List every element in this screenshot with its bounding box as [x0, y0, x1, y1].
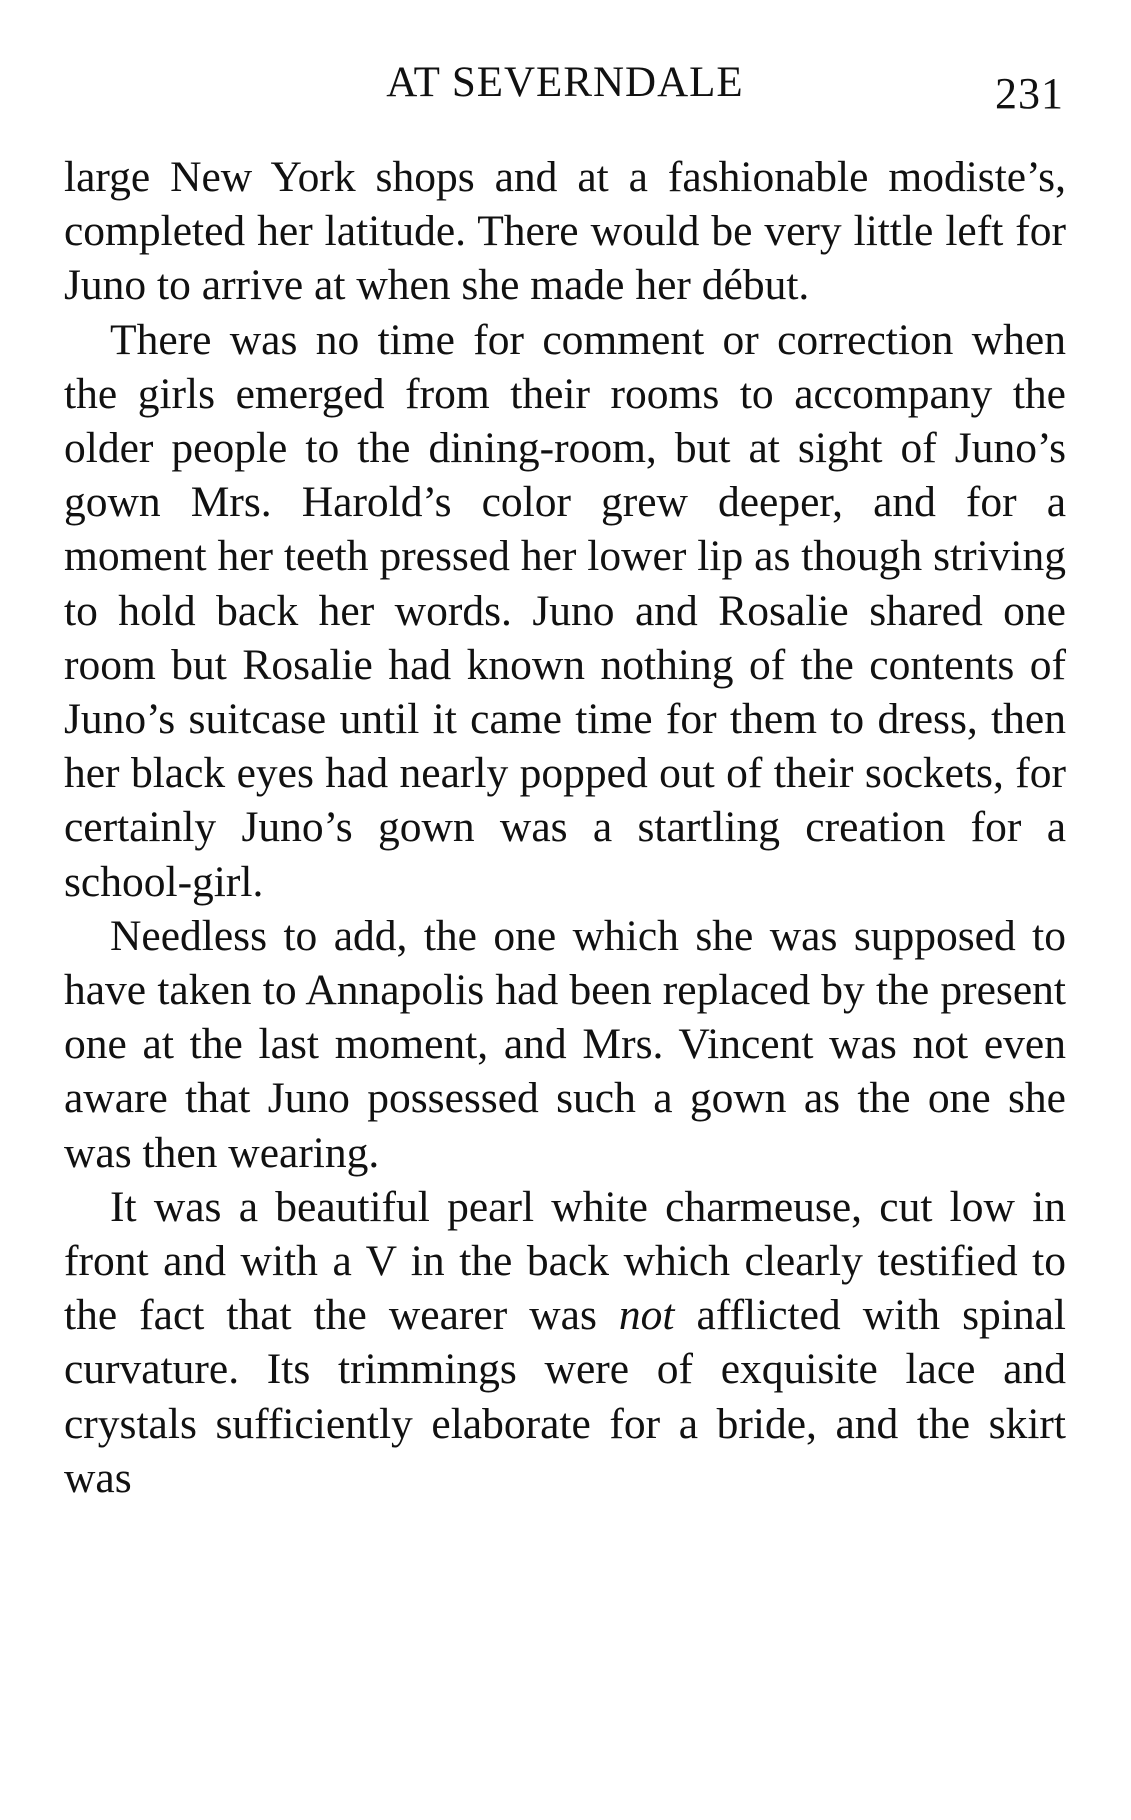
book-page	[64, 58, 1066, 1505]
paragraph-4-part-2: afflicted with spinal curvature. Its trimmings were of exquisite lace and crystals sufficiently elaborate for a bride, and the skirt was	[64, 1291, 1066, 1502]
page-number: 231	[995, 69, 1064, 118]
paragraph-3: Needless to add, the one which she was supposed to have taken to Annapolis had been replaced by the present one at the last moment, and Mrs. Vincent was not even aware that Juno possessed such a gown as the one she was then wearing.	[64, 911, 1066, 1177]
paragraph-4-part-1: It was a beautiful pearl white charmeuse, cut low in front and with a V in the back which clearly testified to the fact that the wearer was	[64, 1182, 1066, 1340]
body-text	[64, 150, 1066, 1505]
paragraph-1: large New York shops and at a fashionable modiste’s, completed her latitude. There would be very little left for Juno to arrive at when she made her début.	[64, 153, 1066, 310]
paragraph-2: There was no time for comment or correction when the girls emerged from their rooms to accompany the older people to the dining-room, but at sight of Juno’s gown Mrs. Harold’s color grew deeper, and for a moment her teeth pressed her lower lip as though striving to hold back her words. Juno and Rosalie shared one room but Rosalie had known nothing of the contents of Juno’s suitcase until it came time for them to dress, then her black eyes had nearly popped out of their sockets, for certainly Juno’s gown was a startling creation for a school-girl.	[64, 315, 1066, 906]
paragraph-4	[64, 1180, 1066, 1505]
running-head	[64, 58, 1066, 122]
italic-word: not	[618, 1291, 675, 1340]
running-title: AT SEVERNDALE	[386, 59, 744, 106]
